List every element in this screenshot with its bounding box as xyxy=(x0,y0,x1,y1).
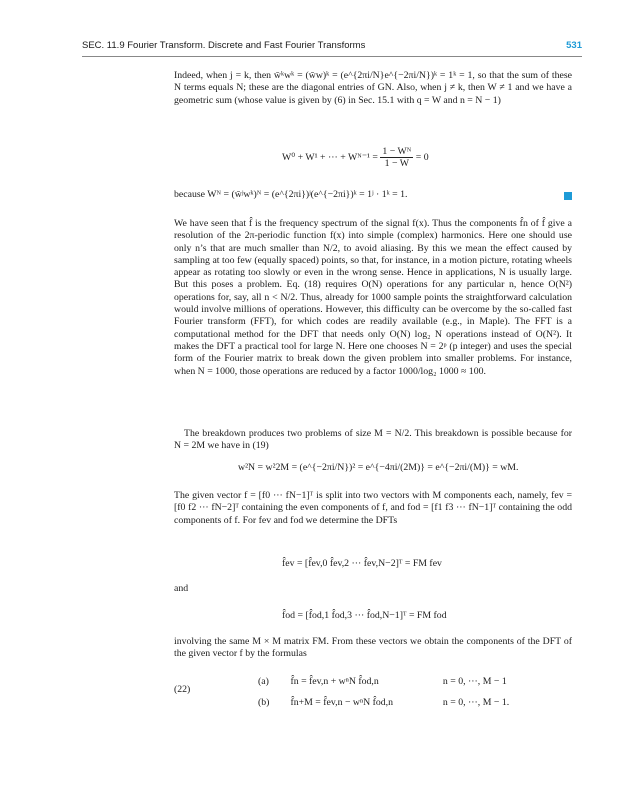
paragraph-indeed: Indeed, when j = k, then w̄ᵏwᵏ = (w̄w)ᵏ = (e^{2πi/N}e^{−2πi/N})ᵏ = 1ᵏ = 1, so that the sum of these N terms equals N; these are the diagonal entries of GN. Also, when j ≠ k, then W ≠ 1 and we have a geometric sum (whose value is given by (6) in Sec. 15.1 with q = W and n = N − 1) xyxy=(174,70,572,106)
equation-dft-odd: f̂od = [f̂od,1 f̂od,3 ··· f̂od,N−1]ᵀ = FM fod xyxy=(282,610,447,621)
eq1-numerator: 1 − Wᴺ xyxy=(382,146,412,157)
eq1-fraction xyxy=(380,146,413,169)
eq22b-range: n = 0, ···, M − 1. xyxy=(442,697,510,708)
paragraph-breakdown: The breakdown produces two problems of size M = N/2. This breakdown is possible because for N = 2M we have in (19) xyxy=(174,428,572,452)
eq1-denominator: 1 − W xyxy=(384,158,410,169)
eq22a-formula: f̂n = f̂ev,n + wⁿN f̂od,n xyxy=(290,676,379,687)
equation-22-number: (22) xyxy=(174,684,191,695)
equation-22a xyxy=(258,676,507,687)
and-text: and xyxy=(174,583,189,594)
paragraph-involving: involving the same M × M matrix FM. From these vectors we obtain the components of the DFT of the given vector f by the formulas xyxy=(174,636,572,660)
paragraph-because: because Wᴺ = (w̄ʲwᵏ)ᴺ = (e^{2πi})ʲ(e^{−2πi})ᵏ = 1ʲ · 1ᵏ = 1. xyxy=(174,189,408,200)
paragraph-fft: We have seen that f̂ is the frequency spectrum of the signal f(x). Thus the components f̂n of f̂ give a resolution of the 2π-periodic function f(x) into simple (complex) harmonics. Here one should use only n’s that are much smaller than N/2, to avoid aliasing. By this we mean the effect caused by sampling at too few (equally spaced) points, so that, for instance, in a motion picture, rotating wheels appear as rotating too slowly or even in the wrong sense. Hence in applications, N is usually large. But this poses a problem. Eq. (18) requires O(N) operations for any particular n, hence O(N²) operations for, say, all n < N/2. Thus, already for 1000 sample points the straightforward calculation would involve millions of operations. However, this difficulty can be overcome by the so-called fast Fourier transform (FFT), for which codes are readily available (e.g., in Maple). The FFT is a computational method for the DFT that needs only O(N) log₂ N operations instead of O(N²). It makes the DFT a practical tool for large N. Here one chooses N = 2ᵖ (p integer) and uses the special form of the Fourier matrix to break down the given problem into smaller problems. For instance, when N = 1000, those operations are reduced by a factor 1000/log₂ 1000 ≈ 100. xyxy=(174,218,572,377)
eq22b-label: (b) xyxy=(258,697,270,708)
equation-22b xyxy=(258,697,509,708)
page-number: 531 xyxy=(566,40,582,51)
header-rule xyxy=(82,56,582,57)
paragraph-split: The given vector f = [f0 ··· fN−1]ᵀ is split into two vectors with M components each, namely, fev = [f0 f2 ··· fN−2]ᵀ containing the even components of f, and fod = [f1 f3 ··· fN−1]ᵀ containing the odd components of f. For fev and fod we determine the DFTs xyxy=(174,490,572,526)
eq22a-label: (a) xyxy=(258,676,269,687)
equation-geometric-sum xyxy=(282,146,429,169)
eq1-rhs: = 0 xyxy=(415,152,429,163)
eq22b-formula: f̂n+M = f̂ev,n − wⁿN f̂od,n xyxy=(290,697,394,708)
eq1-lhs: W⁰ + W¹ + ··· + Wᴺ⁻¹ = xyxy=(282,152,378,163)
end-of-proof-mark xyxy=(564,192,572,200)
eq22a-range: n = 0, ···, M − 1 xyxy=(442,676,507,687)
equation-dft-even: f̂ev = [f̂ev,0 f̂ev,2 ··· f̂ev,N−2]ᵀ = FM fev xyxy=(282,558,442,569)
equation-19: w²N = w²2M = (e^{−2πi/N})² = e^{−4πi/(2M)} = e^{−2πi/(M)} = wM. xyxy=(238,462,519,473)
section-title: SEC. 11.9 Fourier Transform. Discrete and Fast Fourier Transforms xyxy=(82,40,366,51)
running-header xyxy=(82,40,582,54)
